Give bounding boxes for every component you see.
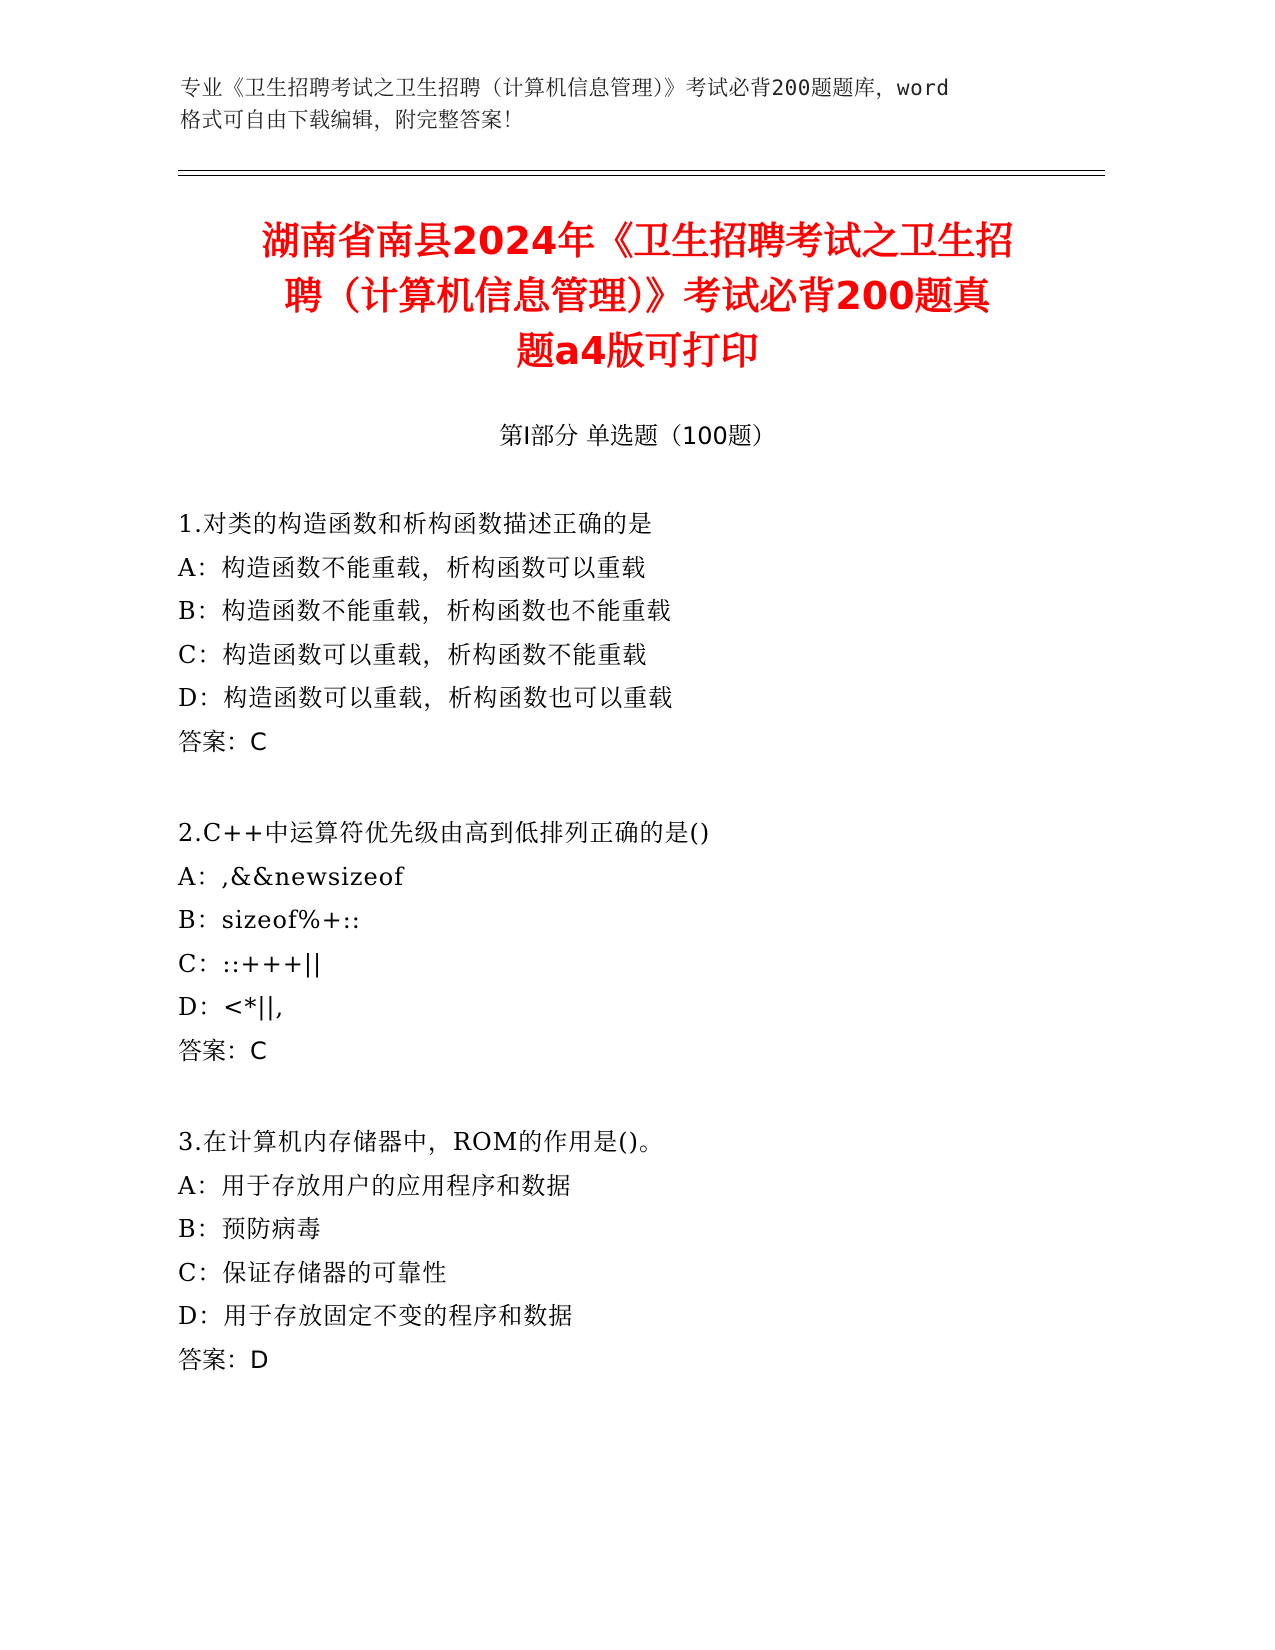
question-item — [178, 1121, 1098, 1382]
option-c: C：构造函数可以重载，析构函数不能重载 — [178, 640, 648, 669]
option-a: A：构造函数不能重载，析构函数可以重载 — [178, 553, 647, 582]
option-b: B：sizeof%+:: — [178, 906, 361, 934]
document-title-line: 湖南省南县2024年《卫生招聘考试之卫生招 — [261, 219, 1014, 263]
option-b: B：构造函数不能重载，析构函数也不能重载 — [178, 597, 672, 625]
question-item — [178, 503, 1098, 764]
option-a: A：用于存放用户的应用程序和数据 — [178, 1171, 572, 1200]
question-list — [178, 503, 1098, 1430]
option-c: C：::+++|| — [178, 949, 323, 978]
header-note-line: 专业《卫生招聘考试之卫生招聘（计算机信息管理）》考试必背200题题库，word — [180, 76, 950, 100]
answer-key: 答案：C — [178, 1036, 267, 1065]
option-a: A：,&&newsizeof — [178, 862, 405, 891]
question-stem: 3.在计算机内存储器中，ROM的作用是()。 — [178, 1128, 664, 1156]
answer-key: 答案：C — [178, 727, 267, 756]
option-d: D：<*||, — [178, 993, 285, 1021]
answer-key: 答案：D — [178, 1345, 269, 1374]
document-title — [150, 214, 1125, 379]
header-note — [180, 72, 1060, 136]
question-stem: 1.对类的构造函数和析构函数描述正确的是 — [178, 510, 653, 538]
document-title-line: 聘（计算机信息管理）》考试必背200题真 — [284, 274, 991, 318]
section-heading: 第Ⅰ部分 单选题（100题） — [499, 422, 776, 450]
option-c: C：保证存储器的可靠性 — [178, 1258, 448, 1287]
header-divider-top — [178, 170, 1105, 171]
document-title-line: 题a4版可打印 — [516, 329, 759, 373]
option-d: D：用于存放固定不变的程序和数据 — [178, 1302, 574, 1330]
question-item — [178, 812, 1098, 1073]
option-d: D：构造函数可以重载，析构函数也可以重载 — [178, 684, 674, 712]
header-note-line: 格式可自由下载编辑，附完整答案！ — [180, 108, 524, 132]
option-b: B：预防病毒 — [178, 1215, 322, 1243]
question-stem: 2.C++中运算符优先级由高到低排列正确的是() — [178, 819, 711, 847]
header-divider-bottom — [178, 175, 1105, 176]
